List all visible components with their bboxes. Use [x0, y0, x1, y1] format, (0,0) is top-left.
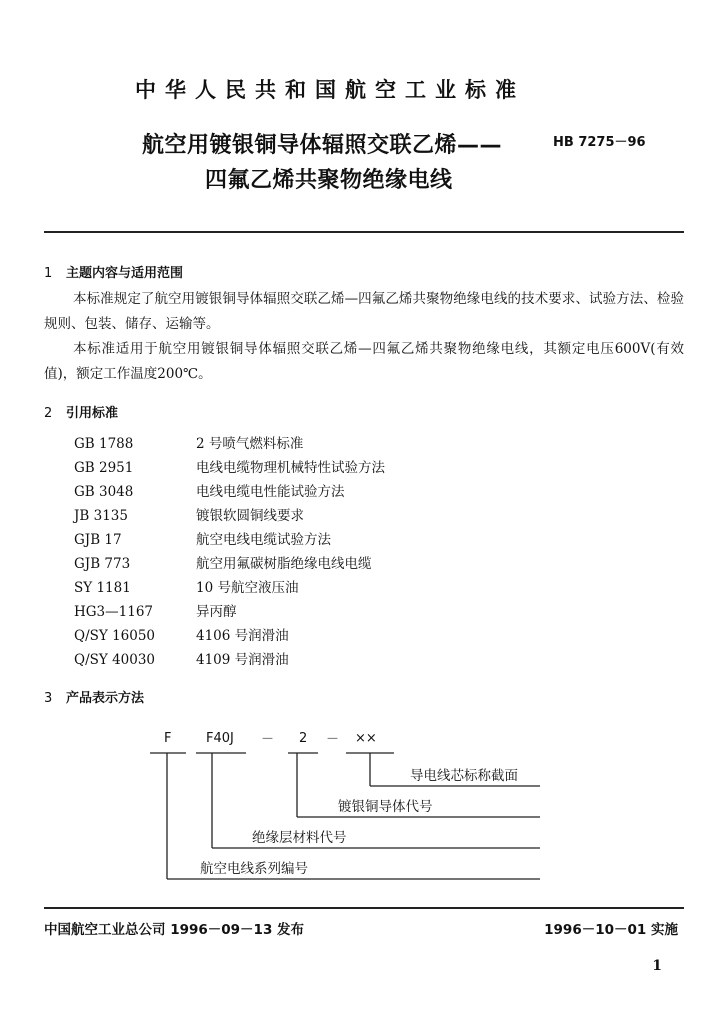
section-number: 3 — [44, 691, 53, 706]
reference-title: 4106 号润滑油 — [196, 628, 289, 644]
label-conductor-section: 导电线芯标称截面 — [410, 768, 518, 784]
designation-part-conductor: 2 — [299, 731, 308, 746]
reference-title: 电线电缆物理机械特性试验方法 — [196, 460, 385, 476]
reference-code: GB 2951 — [74, 460, 134, 476]
section-number: 1 — [44, 266, 53, 281]
reference-title: 10 号航空液压油 — [196, 580, 299, 596]
designation-part-insulation: F40J — [206, 731, 234, 746]
document-title-line2: 四氟乙烯共聚物绝缘电线 — [205, 168, 453, 193]
reference-code: JB 3135 — [74, 508, 128, 524]
label-insulation-code: 绝缘层材料代号 — [252, 830, 347, 846]
footer-divider — [44, 907, 684, 909]
reference-title: 航空电线电缆试验方法 — [196, 532, 331, 548]
designation-part-series: F — [164, 731, 172, 746]
reference-code: GB 3048 — [74, 484, 134, 500]
section-title: 引用标准 — [66, 406, 119, 421]
issue-statement: 中国航空工业总公司 1996－09－13 发布 — [44, 922, 305, 938]
reference-title: 航空用氟碳树脂绝缘电线电缆 — [196, 556, 372, 572]
reference-code: Q/SY 40030 — [74, 652, 156, 668]
document-title-line1: 航空用镀银铜导体辐照交联乙烯—— — [142, 133, 503, 158]
page-number: 1 — [652, 958, 662, 974]
reference-code: HG3—1167 — [74, 604, 154, 620]
designation-part-section: ×× — [355, 731, 377, 746]
section-number: 2 — [44, 406, 53, 421]
section-title: 主题内容与适用范围 — [66, 266, 184, 281]
reference-code: GJB 17 — [74, 532, 122, 548]
designation-separator: － — [326, 732, 340, 747]
section-1-paragraph-1: 本标准规定了航空用镀银铜导体辐照交联乙烯—四氟乙烯共聚物绝缘电线的技术要求、试验方法、检验规则、包装、储存、运输等。 — [44, 291, 684, 332]
section-1-paragraph-2: 本标准适用于航空用镀银铜导体辐照交联乙烯—四氟乙烯共聚物绝缘电线，其额定电压600V(有效值)，额定工作温度200℃。 — [44, 341, 684, 382]
effective-date: 1996－10－01 实施 — [544, 922, 678, 938]
section-title: 产品表示方法 — [66, 691, 145, 706]
reference-title: 电线电缆电性能试验方法 — [196, 484, 345, 500]
reference-title: 异丙醇 — [196, 604, 237, 620]
reference-code: GJB 773 — [74, 556, 131, 572]
reference-title: 2 号喷气燃料标准 — [196, 436, 304, 452]
label-series-number: 航空电线系列编号 — [200, 861, 308, 877]
standard-category-title: 中华人民共和国航空工业标准 — [135, 78, 525, 102]
reference-title: 4109 号润滑油 — [196, 652, 289, 668]
reference-code: GB 1788 — [74, 436, 134, 452]
label-conductor-code: 镀银铜导体代号 — [338, 799, 433, 815]
designation-separator: － — [261, 732, 275, 747]
reference-code: SY 1181 — [74, 580, 131, 596]
reference-code: Q/SY 16050 — [74, 628, 156, 644]
reference-title: 镀银软圆铜线要求 — [196, 508, 304, 524]
standard-code: HB 7275－96 — [553, 135, 646, 150]
